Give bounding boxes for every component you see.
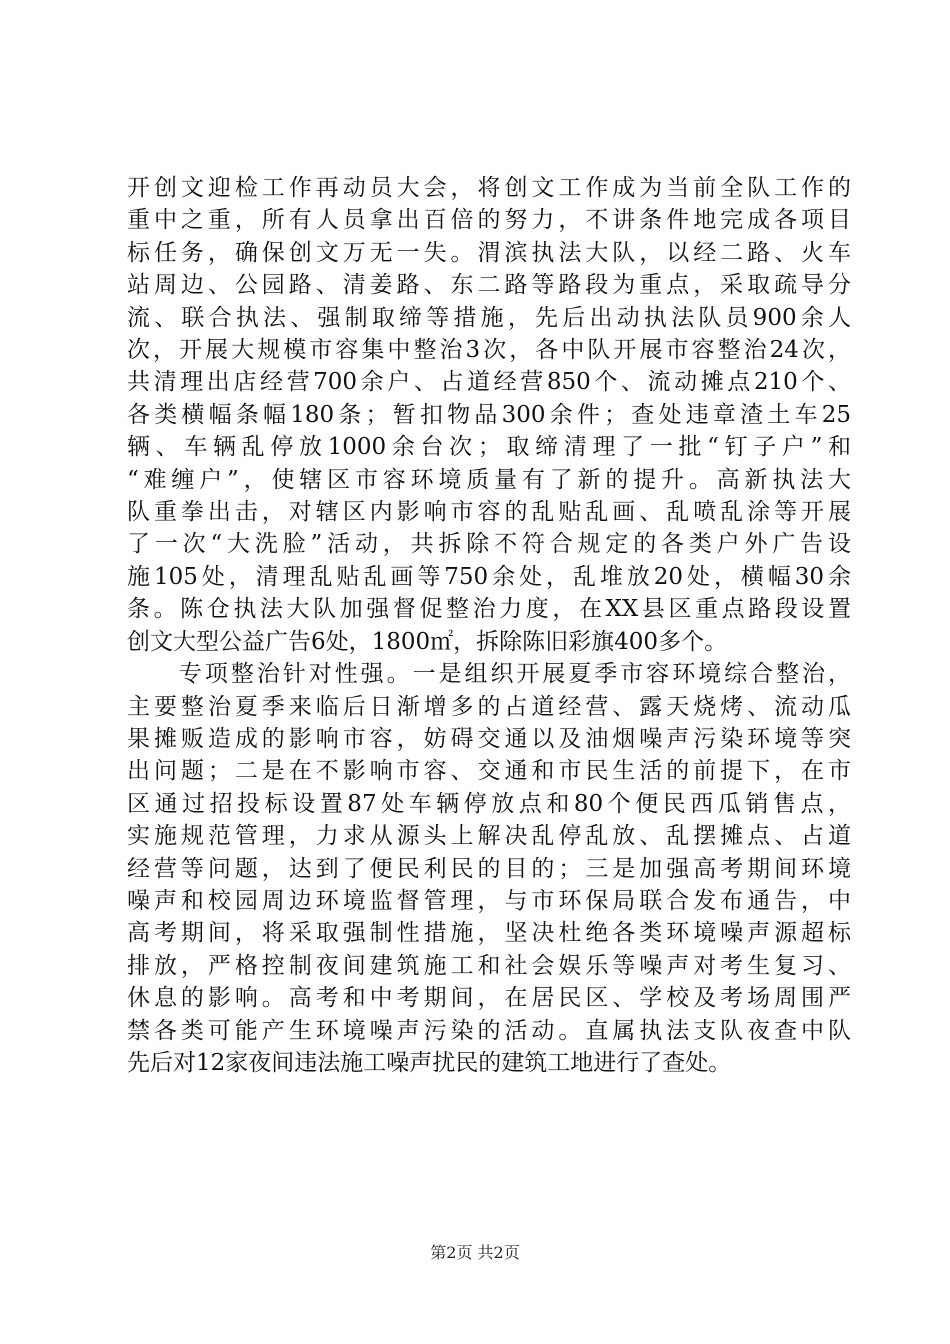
text-line: 专项整治针对性强。一是组织开展夏季市容环境综合整治，	[127, 661, 851, 688]
text-line: 重中之重，所有人员拿出百倍的努力，不讲条件地完成各项目	[127, 207, 851, 234]
text-line: 次，开展大规模市容集中整治3次，各中队开展市容整治24次，	[127, 337, 851, 364]
text-line: “难缠户”，使辖区市容环境质量有了新的提升。高新执法大	[127, 466, 851, 493]
page-footer: 第2页 共2页	[430, 1243, 520, 1262]
text-line: 先后对12家夜间违法施工噪声扰民的建筑工地进行了查处。	[127, 1049, 732, 1076]
text-line: 出问题；二是在不影响市容、交通和市民生活的前提下，在市	[127, 758, 851, 785]
text-line: 开创文迎检工作再动员大会，将创文工作成为当前全队工作的	[127, 175, 851, 201]
text-line: 主要整治夏季来临后日渐增多的占道经营、露天烧烤、流动瓜	[127, 693, 851, 720]
text-line: 共清理出店经营700余户、占道经营850个、流动摊点210个、	[127, 369, 851, 396]
text-line: 休息的影响。高考和中考期间，在居民区、学校及考场周围严	[127, 985, 851, 1012]
paragraph-2	[127, 658, 851, 1079]
text-line: 条。陈仓执法大队加强督促整治力度，在XX县区重点路段设置	[127, 596, 851, 623]
text-line: 禁各类可能产生环境噪声污染的活动。直属执法支队夜查中队	[127, 1017, 851, 1044]
text-line: 区通过招投标设置87处车辆停放点和80个便民西瓜销售点，	[127, 790, 851, 817]
text-line: 队重拳出击，对辖区内影响市容的乱贴乱画、乱喷乱涂等开展	[127, 499, 851, 526]
text-line: 高考期间，将采取强制性措施，坚决杜绝各类环境噪声源超标	[127, 920, 851, 947]
text-line: 果摊贩造成的影响市容，妨碍交通以及油烟噪声污染环境等突	[127, 725, 851, 752]
text-line: 辆、车辆乱停放1000余台次；取缔清理了一批“钉子户”和	[127, 434, 851, 461]
text-line: 标任务，确保创文万无一失。渭滨执法大队，以经二路、火车	[127, 239, 851, 266]
text-line: 了一次“大洗脸”活动，共拆除不符合规定的各类户外广告设	[127, 531, 851, 558]
text-line: 各类横幅条幅180条；暂扣物品300余件；查处违章渣土车25	[127, 401, 851, 428]
paragraph-1	[127, 172, 851, 658]
text-line: 流、联合执法、强制取缔等措施，先后出动执法队员900余人	[127, 304, 851, 331]
text-line: 创文大型公益广告6处，1800㎡，拆除陈旧彩旗400多个。	[127, 628, 728, 655]
text-line: 经营等问题，达到了便民利民的目的；三是加强高考期间环境	[127, 855, 851, 882]
text-line: 噪声和校园周边环境监督管理，与市环保局联合发布通告，中	[127, 887, 851, 914]
text-line: 施105处，清理乱贴乱画等750余处，乱堆放20处，横幅30余	[127, 563, 851, 590]
text-line: 实施规范管理，力求从源头上解决乱停乱放、乱摆摊点、占道	[127, 823, 851, 850]
document-body	[127, 172, 851, 1079]
text-line: 排放，严格控制夜间建筑施工和社会娱乐等噪声对考生复习、	[127, 952, 851, 979]
text-line: 站周边、公园路、清姜路、东二路等路段为重点，采取疏导分	[127, 272, 851, 299]
